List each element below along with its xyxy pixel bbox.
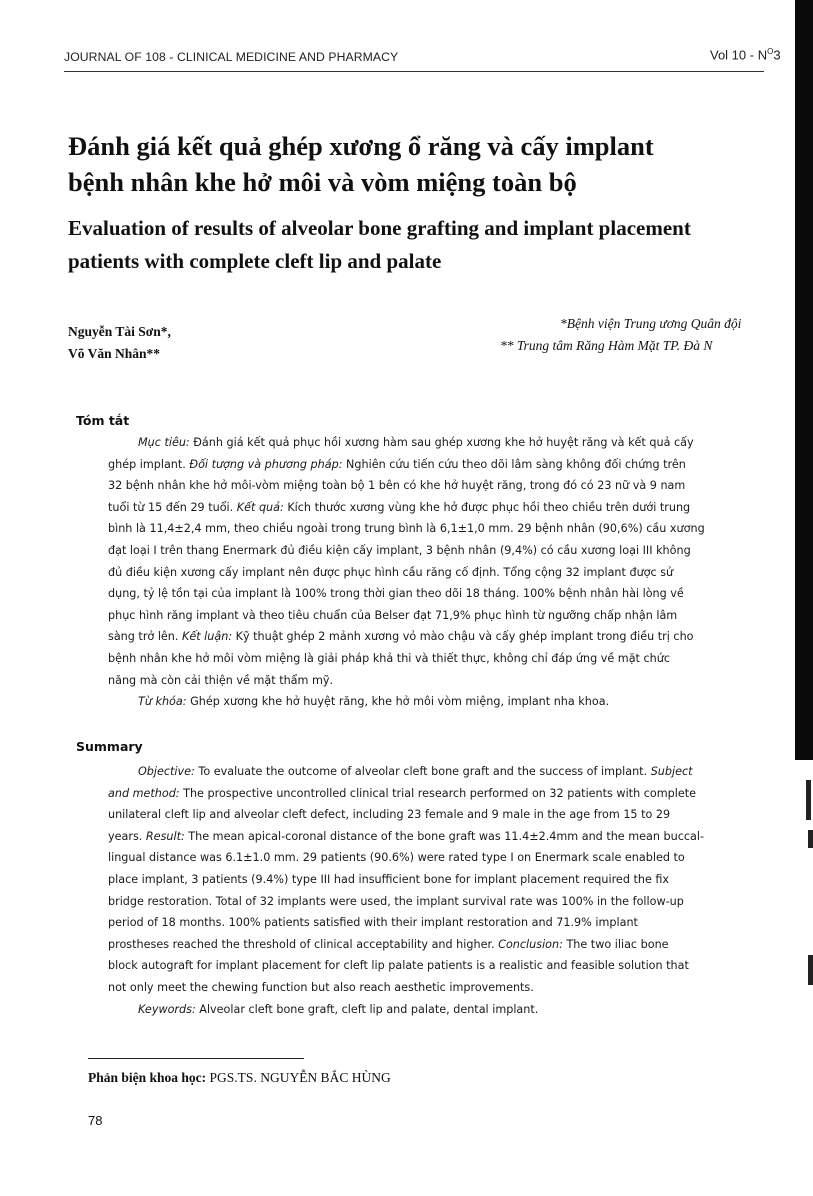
scan-speck [808,955,813,985]
section-label: Kết luận: [182,630,233,644]
abstract-text: Kích thước xương vùng khe hở được phục hồi theo chiều trên dưới trung [283,500,691,514]
abstract-line [108,670,808,692]
reviewer-name: PGS.TS. NGUYỄN BẮC HÙNG [206,1070,391,1085]
author-name: Võ Văn Nhân** [68,346,161,361]
abstract-text: not only meet the chewing function but also reach aesthetic improvements. [108,980,534,994]
abstract-line [108,540,808,562]
author-list [68,321,171,365]
reviewer-label: Phản biện khoa học: [88,1070,207,1085]
abstract-line [108,475,808,497]
volume-suffix: 3 [773,47,781,63]
header-rule [64,71,764,72]
title-vi-line-2: bệnh nhân khe hở môi và vòm miệng toàn bộ [68,167,577,197]
abstract-line [108,583,808,605]
abstract-text: The mean apical-coronal distance of the bone graft was 11.4±2.4mm and the mean buccal- [184,829,705,843]
affiliation-list [500,313,813,357]
keywords-label: Từ khóa: [138,695,187,709]
scan-shadow-edge [795,0,813,760]
abstract-text: phục hình răng implant và theo tiêu chuẩn của Belser đạt 71,9% phục hình từ ngưỡng chấp nhận lâm [108,608,678,622]
running-header [64,48,813,70]
volume-sup: O [767,47,774,56]
abstract-english [108,761,808,1020]
abstract-line [108,955,808,977]
section-label: Đối tượng và phương pháp: [189,457,343,471]
abstract-line [108,518,808,540]
abstract-vi-heading: Tóm tắt [76,413,130,428]
affiliation: ** Trung tâm Răng Hàm Mặt TP. Đà N [500,338,713,353]
section-label: Objective: [138,765,195,778]
title-english [68,212,813,278]
abstract-text: Kỹ thuật ghép 2 mảnh xương vỏ mào chậu và cấy ghép implant trong điều trị cho [232,630,694,644]
abstract-line [108,454,808,476]
abstract-line [108,912,808,934]
abstract-line [108,432,808,454]
abstract-text: block autograft for implant placement for cleft lip palate patients is a realistic and feasible solution that [108,959,689,973]
abstract-text: 32 bệnh nhân khe hở môi-vòm miệng toàn bộ 1 bên có khe hở huyệt răng, trong đó có 23 nữ và 9 nam [108,479,686,493]
abstract-line [108,891,808,913]
keywords-text: Alveolar cleft bone graft, cleft lip and palate, dental implant. [195,1002,539,1016]
abstract-text: place implant, 3 patients (9.4%) type III had insufficient bone for implant placement required the fix [108,872,670,886]
title-vietnamese [68,128,813,200]
abstract-text: unilateral cleft lip and alveolar cleft defect, including 23 female and 9 male in the age from 15 to 29 [108,808,671,822]
volume-number [710,47,781,62]
keywords-line [108,999,808,1021]
abstract-line [108,605,808,627]
abstract-line [108,869,808,891]
section-label: Mục tiêu: [138,436,190,449]
volume-prefix: Vol 10 - N [710,47,768,63]
abstract-text: đạt loại I trên thang Enermark đủ điều kiện cấy implant, 3 bệnh nhân (9,4%) có cầu xương loại III không [108,543,691,557]
title-en-line-2: patients with complete cleft lip and palate [68,249,442,273]
abstract-text: Nghiên cứu tiến cứu theo dõi lâm sàng không đối chứng trên [342,457,686,471]
abstract-line [108,626,808,648]
abstract-line [108,934,808,956]
journal-name: JOURNAL OF 108 - CLINICAL MEDICINE AND PHARMACY [64,50,399,64]
abstract-line [108,648,808,670]
section-label: Kết quả: [236,500,284,514]
abstract-text: đủ điều kiện xương cấy implant nên được phục hình cầu răng cố định. Tổng cộng 32 implant được sử [108,565,674,579]
abstract-text: years. [108,829,146,843]
section-label: and method: [108,786,180,800]
keywords-text: Ghép xương khe hở huyệt răng, khe hở môi vòm miệng, implant nha khoa. [186,695,610,709]
abstract-text: bệnh nhân khe hở môi vòm miệng là giải pháp khả thi và thiết thực, không chỉ đáp ứng về mặt chức [108,651,670,665]
abstract-line [108,783,808,805]
abstract-line [108,497,808,519]
title-vi-line-1: Đánh giá kết quả ghép xương ổ răng và cấy implant [68,131,654,161]
abstract-line [108,826,808,848]
abstract-text: The two iliac bone [562,937,669,951]
scan-speck [808,830,813,848]
abstract-line [108,804,808,826]
abstract-text: năng mà còn cải thiện về mặt thẩm mỹ. [108,673,334,687]
keywords-line [108,691,808,713]
affiliation: *Bệnh viện Trung ương Quân đội [560,316,742,331]
abstract-text: sàng trở lên. [108,630,183,644]
abstract-text: To evaluate the outcome of alveolar cleft bone graft and the success of implant. [194,765,651,778]
abstract-line [108,977,808,999]
scan-speck [806,780,811,820]
abstract-text: ghép implant. [108,457,190,471]
abstract-line [108,761,808,783]
abstract-text: period of 18 months. 100% patients satisfied with their implant restoration and 71.9% implant [108,916,638,930]
abstract-line [108,562,808,584]
keywords-label: Keywords: [138,1002,196,1016]
page-number: 78 [88,1113,103,1128]
abstract-text: prostheses reached the threshold of clinical acceptability and higher. [108,937,499,951]
abstract-text: lingual distance was 6.1±1.0 mm. 29 patients (90.6%) were rated type I on Enermark scale enabled to [108,851,685,865]
section-label: Result: [145,829,185,843]
footnote-rule [88,1058,304,1059]
abstract-text: dụng, tỷ lệ tồn tại của implant là 100% trong thời gian theo dõi 18 tháng. 100% bệnh nhân hài lòng về [108,587,684,601]
section-label: Subject [650,765,693,778]
abstract-line [108,847,808,869]
abstract-text: bình là 11,4±2,4 mm, theo chiều ngoài trong trung bình là 6,1±1,0 mm. 29 bệnh nhân (90,6%) cầu xương [108,522,705,536]
reviewer-note [88,1070,391,1086]
abstract-vietnamese [108,432,808,713]
abstract-text: tuổi từ 15 đến 29 tuổi. [108,500,237,514]
section-label: Conclusion: [498,937,563,951]
summary-heading: Summary [76,739,143,754]
title-en-line-1: Evaluation of results of alveolar bone grafting and implant placement [68,216,691,240]
abstract-text: bridge restoration. Total of 32 implants were used, the implant survival rate was 100% in the follow-up [108,894,684,908]
abstract-text: The prospective uncontrolled clinical trial research performed on 32 patients with complete [179,786,696,800]
abstract-text: Đánh giá kết quả phục hồi xương hàm sau ghép xương khe hở huyệt răng và kết quả cấy [189,436,694,449]
author-name: Nguyễn Tài Sơn*, [68,324,171,339]
